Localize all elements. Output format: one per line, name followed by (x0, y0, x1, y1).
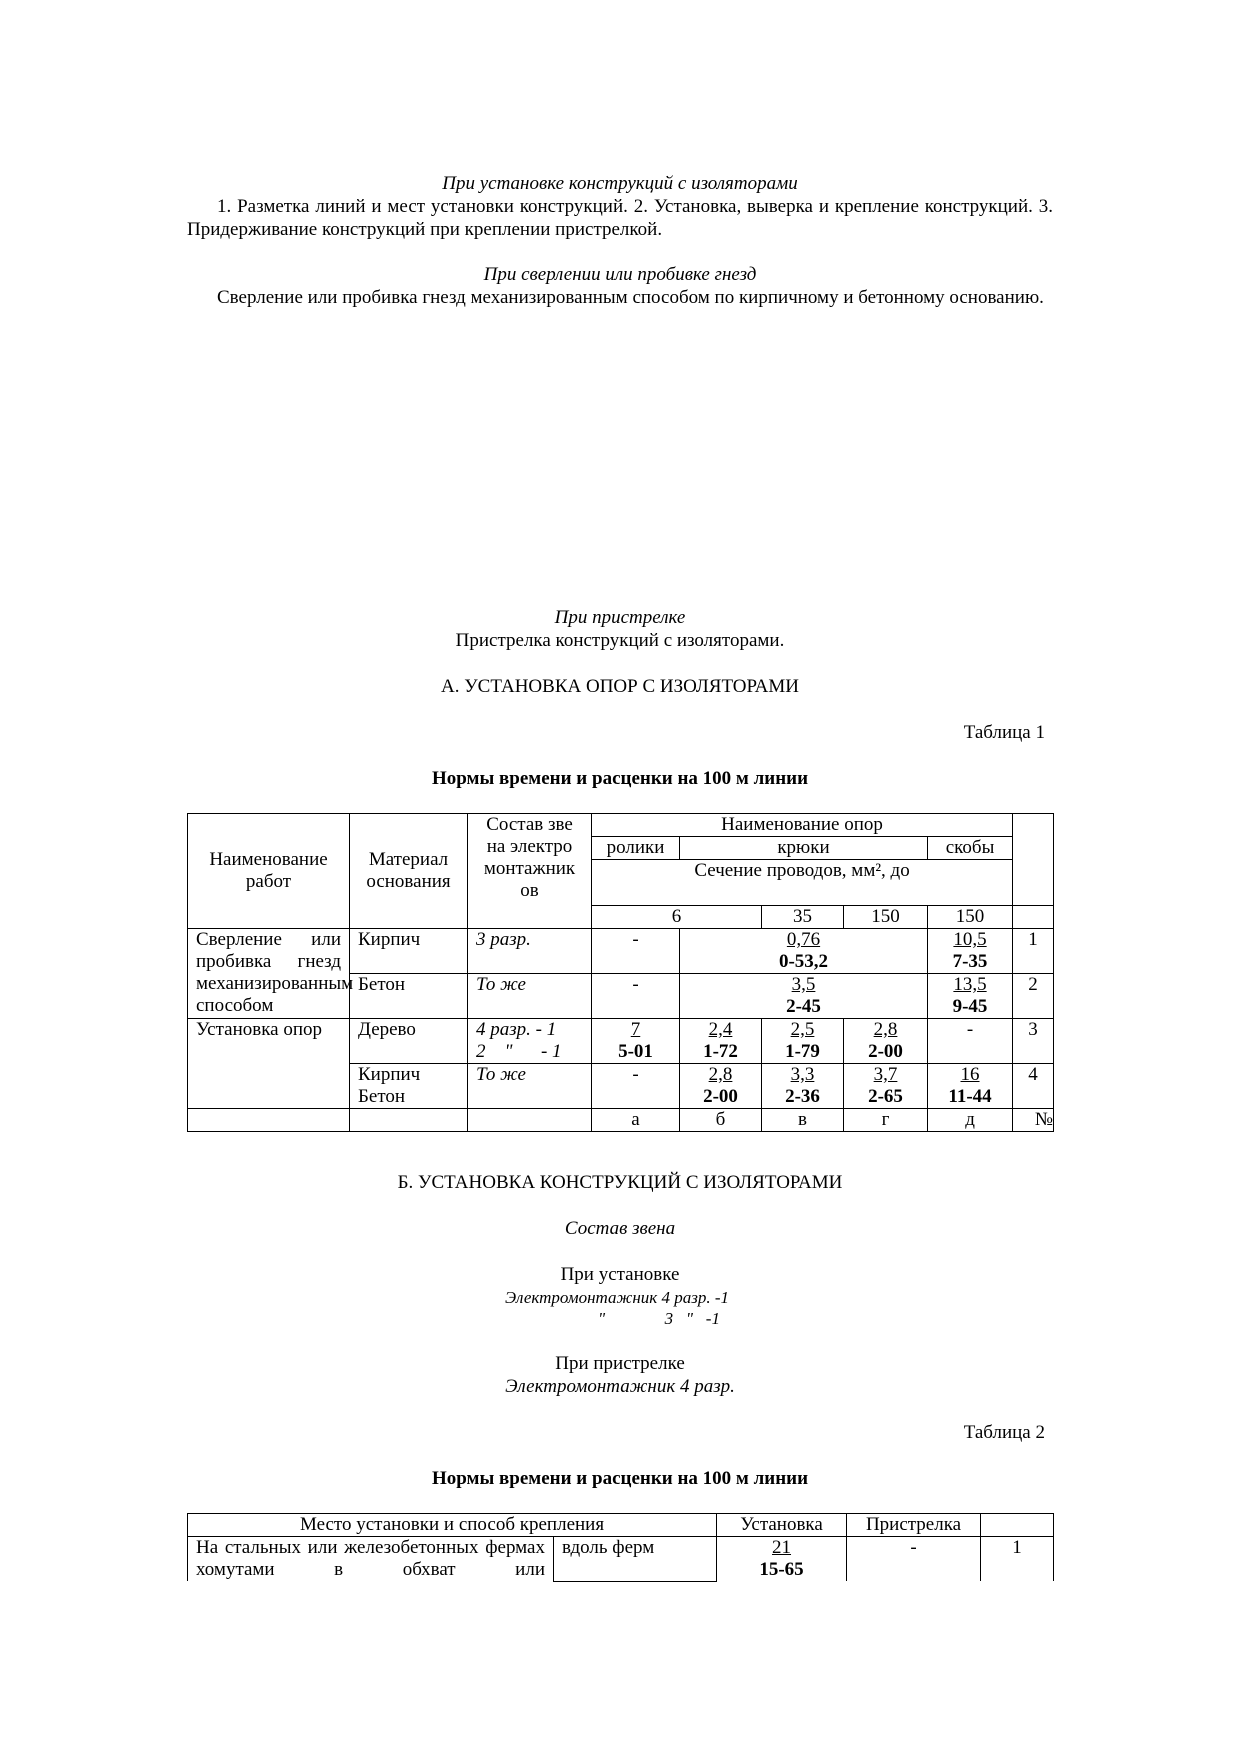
t2-row1-number: 1 (981, 1537, 1054, 1582)
row3-v-price: 1-79 (785, 1041, 820, 1062)
row4-g-price: 2-65 (868, 1086, 903, 1107)
section-heading-constructions: При установке конструкций с изоляторами (442, 173, 798, 194)
install-heading: При установке (560, 1264, 680, 1285)
header-number-blank (1013, 814, 1054, 906)
table2-label: Таблица 2 (963, 1422, 1045, 1443)
section-text-shooting: Пристрелка конструкций с изоляторами. (455, 630, 785, 651)
norms-table-1 (187, 813, 1054, 1132)
row1-hooks-price: 0-53,2 (778, 951, 829, 972)
row4-col-g (844, 1064, 928, 1109)
row3-crew-line2: 2 " - 1 (476, 1041, 562, 1062)
t2-header-blank (981, 1514, 1054, 1537)
row4-v-norm: 3,3 (790, 1064, 815, 1085)
footer-blank-3 (468, 1109, 592, 1132)
install-crew-line-1: Электромонтажник 4 разр. -1 (505, 1288, 730, 1307)
footer-col-number: № (1013, 1109, 1054, 1132)
section-35: 35 (762, 906, 844, 929)
table1-label: Таблица 1 (963, 722, 1045, 743)
row3-col-v (762, 1019, 844, 1064)
part-a-title: А. УСТАНОВКА ОПОР С ИЗОЛЯТОРАМИ (440, 676, 799, 697)
row2-hooks-norm: 3,5 (791, 974, 816, 995)
row1-work: Сверление или пробивка гнезд механизированным способом (188, 929, 350, 1019)
row2-crew: То же (468, 974, 592, 1019)
section-no-blank (1013, 906, 1054, 929)
header-work-name: Наименование работ (188, 814, 350, 929)
t2-row1-place: На стальных или железобетонных фермах хомутами в обхват или (188, 1537, 554, 1582)
row3-work: Установка опор (188, 1019, 350, 1109)
header-crew (468, 814, 592, 929)
t2-row1-shoot: - (847, 1537, 981, 1582)
row2-brackets (928, 974, 1013, 1019)
t2-header-place: Место установки и способ крепления (188, 1514, 717, 1537)
section-150-hooks: 150 (844, 906, 928, 929)
header-wire-section: Сечение проводов, мм², до (592, 860, 1013, 906)
row3-number: 3 (1013, 1019, 1054, 1064)
t2-row1-sub: вдоль ферм (554, 1537, 717, 1582)
t2-header-shoot: Пристрелка (847, 1514, 981, 1537)
row1-brackets (928, 929, 1013, 974)
row2-brackets-price: 9-45 (952, 996, 988, 1017)
row3-col-b (680, 1019, 762, 1064)
crew-heading: Состав звена (564, 1218, 676, 1239)
norms-table-2 (187, 1513, 1054, 1582)
row3-col-g (844, 1019, 928, 1064)
row2-material: Бетон (350, 974, 468, 1019)
t2-header-install: Установка (717, 1514, 847, 1537)
row3-material: Дерево (350, 1019, 468, 1064)
install-crew-line-2: " 3 " -1 (598, 1309, 720, 1328)
row3-b-price: 1-72 (703, 1041, 738, 1062)
row4-material: Кирпич Бетон (350, 1064, 468, 1109)
shoot-heading: При пристрелке (555, 1353, 685, 1374)
row4-col-a: - (592, 1064, 680, 1109)
footer-col-v: в (762, 1109, 844, 1132)
row3-crew-line1: 4 разр. - 1 (476, 1019, 557, 1040)
row3-a-price: 5-01 (618, 1041, 653, 1062)
row2-number: 2 (1013, 974, 1054, 1019)
t2-row1-install-price: 15-65 (759, 1559, 804, 1580)
row3-crew (468, 1019, 592, 1064)
row4-col-b (680, 1064, 762, 1109)
header-brackets: скобы (928, 837, 1013, 860)
row3-v-norm: 2,5 (790, 1019, 815, 1040)
section-text-constructions: 1. Разметка линий и мест установки конструкций. 2. Установка, выверка и крепление конструкций. 3. Придерживание конструкций при креплении пристрелкой. (187, 196, 1053, 240)
header-base-material: Материал основания (350, 814, 468, 929)
row4-d-price: 11-44 (948, 1086, 992, 1107)
footer-col-d: д (928, 1109, 1013, 1132)
row4-col-d (928, 1064, 1013, 1109)
row2-hooks (680, 974, 928, 1019)
footer-blank-2 (350, 1109, 468, 1132)
row4-g-norm: 3,7 (873, 1064, 898, 1085)
header-rollers: ролики (592, 837, 680, 860)
t2-row1-install-norm: 21 (772, 1537, 792, 1558)
row1-material: Кирпич (350, 929, 468, 974)
section-150-brackets: 150 (928, 906, 1013, 929)
section-heading-shooting: При пристрелке (554, 607, 686, 628)
row1-number: 1 (1013, 929, 1054, 974)
row3-g-norm: 2,8 (873, 1019, 898, 1040)
row4-crew: То же (468, 1064, 592, 1109)
section-text-drilling: Сверление или пробивка гнезд механизированным способом по кирпичному и бетонному основанию. (217, 287, 1044, 308)
part-b-title: Б. УСТАНОВКА КОНСТРУКЦИЙ С ИЗОЛЯТОРАМИ (397, 1172, 843, 1193)
t2-row1-install (717, 1537, 847, 1582)
row1-crew: 3 разр. (468, 929, 592, 974)
row4-b-norm: 2,8 (708, 1064, 733, 1085)
row3-col-a (592, 1019, 680, 1064)
section-6: 6 (592, 906, 762, 929)
table1-caption: Нормы времени и расценки на 100 м линии (431, 768, 809, 789)
row4-v-price: 2-36 (785, 1086, 820, 1107)
row3-b-norm: 2,4 (708, 1019, 733, 1040)
row4-b-price: 2-00 (703, 1086, 738, 1107)
shoot-crew-line: Электромонтажник 4 разр. (505, 1376, 735, 1397)
row1-brackets-norm: 10,5 (953, 929, 987, 950)
row3-a-norm: 7 (630, 1019, 641, 1040)
footer-blank-1 (188, 1109, 350, 1132)
row1-hooks (680, 929, 928, 974)
row1-hooks-norm: 0,76 (786, 929, 821, 950)
footer-col-a: а (592, 1109, 680, 1132)
row2-hooks-price: 2-45 (786, 996, 821, 1017)
section-heading-drilling: При сверлении или пробивке гнезд (483, 264, 757, 285)
row3-col-d: - (928, 1019, 1013, 1064)
row2-rollers: - (592, 974, 680, 1019)
row4-col-v (762, 1064, 844, 1109)
header-hooks: крюки (680, 837, 928, 860)
row2-brackets-norm: 13,5 (953, 974, 987, 995)
row4-number: 4 (1013, 1064, 1054, 1109)
row1-rollers: - (592, 929, 680, 974)
footer-col-g: г (844, 1109, 928, 1132)
row1-brackets-price: 7-35 (952, 951, 988, 972)
row3-g-price: 2-00 (868, 1041, 903, 1062)
header-supports: Наименование опор (592, 814, 1013, 837)
table2-caption: Нормы времени и расценки на 100 м линии (431, 1468, 809, 1489)
footer-col-b: б (680, 1109, 762, 1132)
row4-d-norm: 16 (960, 1064, 980, 1085)
header-crew-text: Состав звена электромонтажников (483, 814, 576, 901)
